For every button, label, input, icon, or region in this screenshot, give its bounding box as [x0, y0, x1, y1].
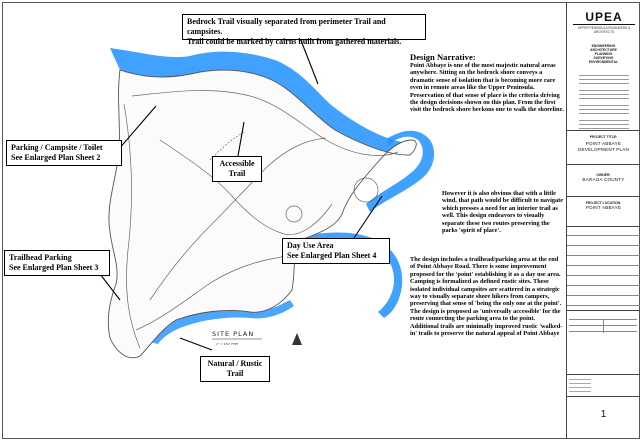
narrative-paragraph-3: The design includes a trailhead/parking area at the end of Point Abbaye Road. There is some improvement proposed for the 'point' establishing it as a day use area. Camping is formalized as defined rustic sites. These isolated individual campsites are scattered in a strategic way to visually separate shore hikers from campers, preserving that sense of 'being the only one at the point'. The design is proposed as 'universally accessible' for the route connecting the parking area to the point. Additional trails are minimally improved rustic 'walked-in' trails to preserve the natural appeal of Point Abbaye: [410, 256, 563, 338]
narrative-heading: Design Narrative:: [410, 52, 476, 62]
owner-section: [567, 164, 640, 196]
firm-address-lines: [579, 72, 629, 132]
accessible-trail-callout: [212, 156, 262, 182]
bedrock-callout-line1: Bedrock Trail visually separated from perimeter Trail and campsites.: [187, 17, 386, 36]
plan-title: SITE PLAN: [212, 330, 255, 338]
parking-campsite-callout: [6, 140, 122, 166]
natural-callout-line1: Natural / Rustic: [207, 359, 263, 368]
trailhead-callout-line1: Trailhead Parking: [9, 253, 72, 262]
service-item: SURVEYING: [593, 56, 614, 60]
service-item: ARCHITECTURE: [590, 48, 617, 52]
project-title-label: PROJECT TITLE:: [589, 135, 618, 139]
day-use-loop: [354, 178, 378, 202]
firm-logo: [573, 10, 635, 34]
owner-label: OWNER:: [596, 173, 611, 177]
narrative-paragraph-1: Point Abbaye is one of the most majestic natural areas anywhere. Sitting on the bedrock shore conveys a dramatic sense of isolation that is becoming more rare even in remote areas like the Upper Peninsula. Preservation of that sense of place is the criteria driving the design decisions shown on this plan. From the first visit the bedrock shore beckons one to walk the shoreline.: [410, 62, 564, 114]
trailhead-callout-line2: See Enlarged Plan Sheet 3: [9, 263, 99, 272]
owner-name: BARAGA COUNTY: [582, 177, 625, 182]
approvals-section: [567, 374, 640, 396]
natural-callout-line2: Trail: [226, 369, 244, 378]
design-narrative: [410, 52, 564, 114]
location-name: POINT ABBAYE: [585, 205, 622, 210]
service-item: ENGINEERING: [591, 44, 616, 48]
logo-subtitle: UPPER PENINSULA ENGINEERS & ARCHITECTS: [577, 26, 631, 34]
location-section: [567, 196, 640, 226]
narrative-paragraph-2: However it is also obvious that with a little wind, that path would be difficult to navigate which presses a need for an interior trail as well. This design endeavors to visually separate these two routes preserving the parks 'spirit of place'.: [442, 190, 564, 235]
dayuse-callout-line1: Day Use Area: [287, 241, 334, 250]
sheet-number-section: [567, 396, 640, 438]
bedrock-trail-callout: [182, 14, 426, 46]
accessible-callout-line2: Trail: [228, 169, 246, 178]
title-block: [566, 2, 640, 439]
location-label: PROJECT LOCATION:: [585, 201, 622, 205]
dayuse-callout-line2: See Enlarged Plan Sheet 4: [287, 251, 377, 260]
trailhead-parking-callout: [4, 250, 110, 276]
revisions-table: [567, 226, 640, 310]
parking-callout-line2: See Enlarged Plan Sheet 2: [11, 153, 101, 162]
service-item: ENVIRONMENTAL: [588, 60, 619, 64]
plan-scale-note: 1" = 150' FEET: [216, 342, 239, 346]
accessible-callout-line1: Accessible: [219, 159, 255, 168]
parking-callout-line1: Parking / Campsite / Toilet: [11, 143, 103, 152]
project-title: POINT ABBAYE DEVELOPMENT PLAN: [577, 141, 630, 152]
services-list: [567, 44, 640, 64]
bedrock-callout-line2: Trail could be marked by cairns built from gathered materials.: [187, 37, 402, 46]
logo-mark: UPEA: [573, 10, 635, 25]
natural-rustic-trail-callout: [200, 356, 270, 382]
day-use-area-callout: [282, 238, 390, 264]
leader-dayuse: [354, 196, 382, 238]
sheet-number: 1: [600, 409, 607, 420]
project-title-section: [567, 130, 640, 164]
leader-natural: [180, 338, 212, 350]
issue-dates-section: [567, 310, 640, 374]
service-item: PLANNING: [594, 52, 613, 56]
north-arrow-icon: [292, 333, 302, 345]
